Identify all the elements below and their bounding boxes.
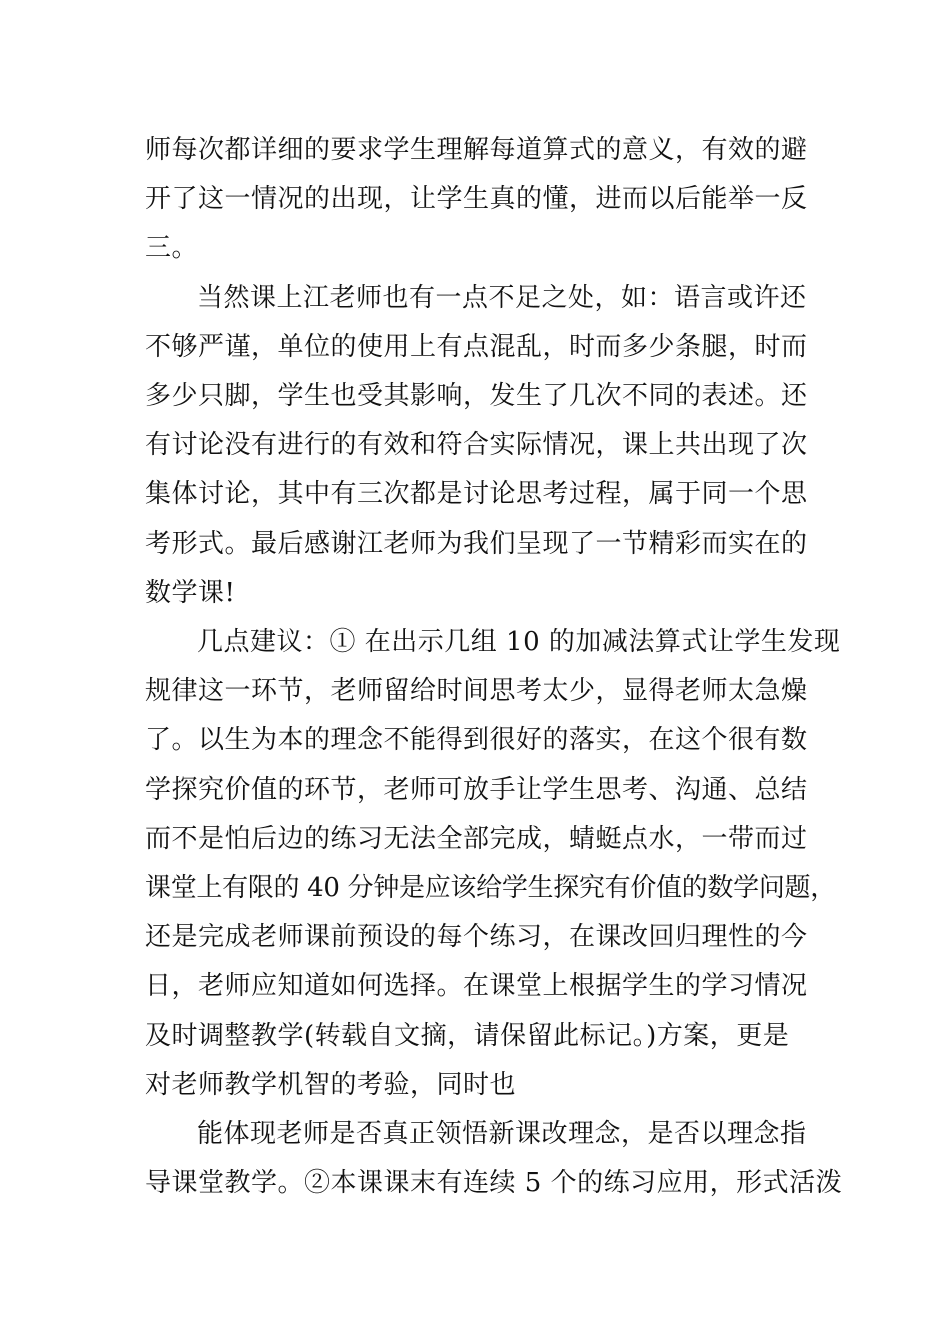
- paragraph-3: [145, 618, 841, 1110]
- text-line: 对老师教学机智的考验，同时也: [145, 1069, 517, 1100]
- text-line: 还是完成老师课前预设的每个练习，在课改回归理性的今: [145, 922, 808, 953]
- text-line: 能体现老师是否真正领悟新课改理念，是否以理念指: [197, 1119, 807, 1150]
- paragraph-4: [145, 1110, 843, 1208]
- text-line: 了。以生为本的理念不能得到很好的落实，在这个很有数: [145, 725, 808, 756]
- text-line: 及时调整教学(转载自文摘，请保留此标记。)方案，更是: [145, 1020, 790, 1051]
- body-text: [145, 126, 843, 1208]
- paragraph-2: [145, 274, 825, 618]
- text-line: 当然课上江老师也有一点不足之处，如：语言或许还: [197, 282, 807, 313]
- text-line: 规律这一环节，老师留给时间思考太少，显得老师太急燥: [145, 676, 808, 707]
- text-line: 数学课!: [145, 577, 236, 608]
- text-line: 集体讨论，其中有三次都是讨论思考过程，属于同一个思: [145, 479, 808, 510]
- text-line: 学探究价值的环节，老师可放手让学生思考、沟通、总结: [145, 774, 808, 805]
- text-line: 有讨论没有进行的有效和符合实际情况，课上共出现了次: [145, 430, 808, 461]
- text-line: 课堂上有限的 40 分钟是应该给学生探究有价值的数学问题，: [145, 873, 836, 904]
- text-line: 开了这一情况的出现，让学生真的懂，进而以后能举一反: [145, 184, 808, 215]
- text-line: 日，老师应知道如何选择。在课堂上根据学生的学习情况: [145, 971, 808, 1002]
- text-line: 不够严谨，单位的使用上有点混乱，时而多少条腿，时而: [145, 331, 808, 362]
- text-line: 考形式。最后感谢江老师为我们呈现了一节精彩而实在的: [145, 528, 808, 559]
- text-line: 导课堂教学。②本课课末有连续 5 个的练习应用，形式活泼: [145, 1168, 843, 1199]
- text-line: 多少只脚，学生也受其影响，发生了几次不同的表述。还: [145, 381, 808, 412]
- paragraph-1: [145, 126, 825, 274]
- text-line: 而不是怕后边的练习无法全部完成，蜻蜓点水，一带而过: [145, 823, 808, 854]
- text-line: 三。: [145, 233, 199, 264]
- text-line: 几点建议：① 在出示几组 10 的加减法算式让学生发现: [197, 627, 841, 658]
- text-line: 师每次都详细的要求学生理解每道算式的意义，有效的避: [145, 135, 808, 165]
